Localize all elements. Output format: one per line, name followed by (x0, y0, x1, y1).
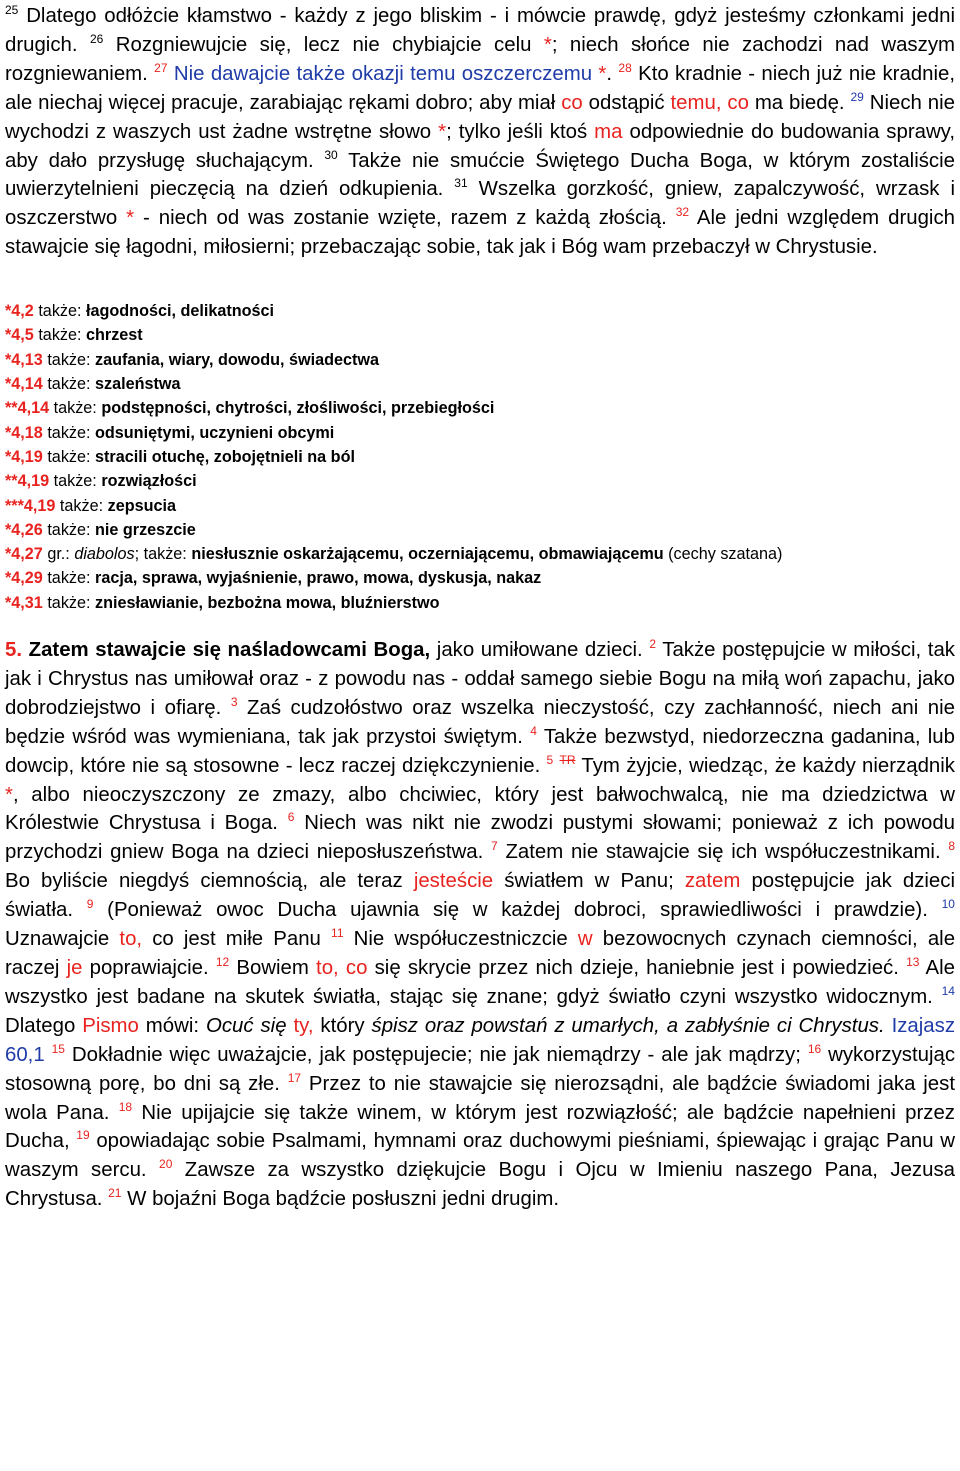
footnote (5, 518, 955, 542)
footnote-prefix: także: (38, 326, 82, 345)
footnote-prefix: także: (47, 593, 91, 612)
verse-number: 26 (89, 31, 104, 46)
verse-number: 9 (86, 897, 94, 912)
footnote (5, 445, 955, 469)
footnote-text: stracili otuchę, zobojętnieli na ból (95, 447, 355, 466)
added-word: Pismo (82, 1014, 139, 1037)
footnote-prefix: także: (47, 520, 91, 539)
verse-number: 15 (51, 1041, 65, 1056)
footnote-prefix: także: (53, 472, 97, 491)
footnote (5, 323, 955, 347)
verse-number: 10 (941, 897, 955, 912)
verse-text: się skrycie przez nich dzieje, haniebnie jest i powiedzieć. (374, 956, 899, 979)
verse-text: Niech was nikt nie zwodzi pustymi słowami; ponieważ z ich powodu przychodzi gniew Boga na dzieci nieposłuszeństwa. (5, 812, 956, 864)
verse-text: (Ponieważ owoc Ducha ujawnia się w każdej dobroci, sprawiedliwości i prawdzie). (107, 899, 928, 922)
added-word: je (66, 956, 83, 979)
added-word: w (577, 928, 593, 951)
verse-text: Ale jedni względem drugich stawajcie się łagodni, miłosierni; przebaczając sobie, tak jak i Bóg wam przebaczył w Chrystusie. (5, 207, 955, 259)
footnote-prefix: ; także: (134, 545, 187, 564)
verse-text: odpowiednie do budowania sprawy, aby dało przysługę słuchającym. (5, 120, 956, 172)
footnote-text: zepsucia (107, 496, 176, 515)
footnote-ref: *4,27 (5, 545, 43, 564)
quotation: śpisz oraz powstań z umarłych, a zabłyśnie ci Chrystus. (371, 1014, 885, 1037)
chapter-number: 5. (5, 639, 23, 662)
chapter-4-verses-25-32 (5, 0, 955, 262)
footnote (5, 494, 955, 518)
verse-number: 2 (649, 637, 656, 652)
footnote-ref: *4,14 (5, 375, 43, 394)
verse-number: 21 (108, 1186, 122, 1201)
verse-text: Rozgniewujcie się, lecz nie chybiajcie celu (115, 33, 532, 56)
verse-number: 19 (76, 1128, 90, 1143)
footnote-text: rozwiązłości (101, 472, 197, 491)
greek-word: diabolos (74, 545, 135, 564)
added-word: ty, (293, 1014, 314, 1037)
footnote-ref: *4,18 (5, 423, 43, 442)
verse-number: 32 (675, 205, 690, 220)
footnote-ref: *4,13 (5, 350, 43, 369)
footnote-marker: * (438, 120, 447, 143)
verse-text: . (606, 62, 613, 85)
verse-text: Zawsze za wszystko dziękujcie Bogu i Ojcu w Imieniu naszego Pana, Jezusa Chrystusa. (5, 1159, 955, 1211)
verse-text: ; niech słońce nie zachodzi nad waszym rozgniewaniem. (5, 33, 955, 85)
verse-number: 4 (530, 723, 537, 738)
verse-text: Przez to nie stawajcie się nierozsądni, ale bądźcie świadomi jaka jest wola Pana. (5, 1072, 955, 1124)
footnote-text: zniesławianie, bezbożna mowa, bluźnierstwo (95, 593, 440, 612)
verse-number: 5 (546, 752, 554, 767)
footnote-ref: **4,19 (5, 472, 50, 491)
verse-text: ; tylko jeśli ktoś (446, 120, 588, 143)
verse-text: - niech od was zostanie wzięte, razem z każdą złością. (143, 207, 667, 230)
verse-number: 18 (118, 1099, 133, 1114)
verse-text: Bo byliście niegdyś ciemnością, ale teraz (5, 870, 403, 893)
verse-text: ma biedę. (754, 91, 845, 114)
footnote-prefix: także: (47, 569, 91, 588)
verse-number: 29 (850, 89, 864, 104)
verse-text: który (320, 1014, 365, 1037)
footnote-text: nie grzeszcie (95, 520, 196, 539)
footnote-prefix: także: (47, 447, 91, 466)
verse-number: 20 (159, 1157, 173, 1172)
footnote-marker: * (126, 207, 135, 230)
footnote-prefix: gr.: (47, 545, 70, 564)
footnote-ref: *4,2 (5, 302, 34, 321)
verse-number: 14 (941, 983, 955, 998)
verse-text: Dlatego (5, 1014, 76, 1037)
footnote-text: racja, sprawa, wyjaśnienie, prawo, mowa, dyskusja, nakaz (95, 569, 542, 588)
footnote-ref: *4,26 (5, 520, 43, 539)
verse-text: Zaś cudzołóstwo oraz wszelka nieczystość, czy zachłanność, niech ani nie będzie wśród was wymieniana, tak jak przystoi świętym. (5, 696, 955, 748)
added-word: to, co (316, 956, 368, 979)
verse-text: Niech nie wychodzi z waszych ust żadne wstrętne słowo (5, 91, 955, 143)
verse-text: Kto kradnie - niech już nie kradnie, ale niechaj więcej pracuje, zarabiając rękami dobro; aby miał (5, 62, 956, 114)
footnote-prefix: także: (53, 399, 97, 418)
verse-text: , albo nieoczyszczony ze zmazy, albo chciwiec, który jest bałwochwalcą, nie ma dziedzictwa w Królestwie Chrystusa i Boga. (5, 783, 955, 835)
added-word: zatem (684, 870, 741, 893)
verse-text: Także nie smućcie Świętego Ducha Boga, w którym zostaliście uwierzytelnieni pieczęcią na dzień odkupienia. (5, 149, 955, 201)
footnotes (5, 299, 955, 615)
footnote-prefix: także: (47, 423, 91, 442)
footnote-marker: * (543, 33, 552, 56)
verse-number: 7 (491, 839, 498, 854)
footnote (5, 542, 955, 566)
footnote-ref: *4,5 (5, 326, 34, 345)
footnote-text: szaleństwa (95, 375, 181, 394)
verse-text: odstąpić (588, 91, 665, 114)
verse-number: 30 (324, 147, 338, 162)
footnote (5, 591, 955, 615)
verse-number: 8 (948, 839, 956, 854)
verse-text: Uznawajcie (5, 928, 110, 951)
verse-text: Dokładnie więc uważajcie, jak postępujecie; nie jak niemądrzy - ale jak mądrzy; (71, 1043, 801, 1066)
added-word: to, (119, 928, 143, 951)
verse-text: W bojaźni Boga bądźcie posłuszni jedni drugim. (127, 1188, 559, 1211)
textus-receptus-marker: TR (559, 752, 576, 767)
verse-number: 3 (230, 694, 238, 709)
footnote (5, 372, 955, 396)
verse-text: Wszelka gorzkość, gniew, zapalczywość, wrzask i oszczerstwo (5, 178, 955, 230)
cross-reference: Izajasz 60,1 (5, 1014, 956, 1066)
verse-text: Nie dawajcie także okazji temu oszczerczemu (173, 62, 593, 85)
footnote-ref: **4,14 (5, 399, 50, 418)
verse-number: 16 (807, 1041, 822, 1056)
footnote-text: chrzest (86, 326, 143, 345)
footnote-text: niesłusznie oskarżającemu, oczerniającemu, obmawiającemu (191, 545, 664, 564)
footnote-prefix: także: (38, 302, 82, 321)
footnote-ref: *4,29 (5, 569, 43, 588)
chapter-lead: Zatem stawajcie się naśladowcami Boga, (28, 639, 431, 662)
footnote-marker: * (5, 783, 13, 806)
footnote (5, 348, 955, 372)
verse-text: Ale wszystko jest badane na skutek światła, stając się znane; gdyż światło czyni wszystko widocznym. (5, 956, 955, 1008)
footnote (5, 421, 955, 445)
verse-text: światłem w Panu; (504, 870, 674, 893)
footnote (5, 396, 955, 420)
footnote (5, 299, 955, 323)
footnote-text: zaufania, wiary, dowodu, świadectwa (95, 350, 379, 369)
footnote-text: łagodności, delikatności (86, 302, 275, 321)
footnote (5, 469, 955, 493)
verse-text: Tym żyjcie, wiedząc, że każdy nierządnik (581, 754, 955, 777)
verse-text: Zatem nie stawajcie się ich współuczestnikami. (505, 841, 941, 864)
verse-number: 25 (5, 3, 19, 17)
verse-text: opowiadając sobie Psalmami, hymnami oraz duchowymi pieśniami, śpiewając i grając Panu w waszym sercu. (5, 1130, 955, 1182)
verse-number: 6 (287, 810, 295, 825)
added-word: co (561, 91, 583, 114)
footnote-prefix: także: (47, 375, 91, 394)
footnote-text: odsuniętymi, uczynieni obcymi (95, 423, 335, 442)
verse-number: 17 (287, 1070, 302, 1085)
footnote-marker: * (598, 62, 607, 85)
added-word: jesteście (413, 870, 494, 893)
verse-text: mówi: (145, 1014, 200, 1037)
verse-number: 27 (154, 60, 168, 75)
footnote-ref: *4,31 (5, 593, 43, 612)
footnote (5, 566, 955, 590)
added-word: temu, co (670, 91, 749, 114)
verse-text: wykorzystując stosowną porę, bo dni są złe. (5, 1043, 956, 1095)
footnote-prefix: także: (47, 350, 91, 369)
verse-number: 12 (215, 954, 230, 969)
footnote-prefix: także: (59, 496, 104, 515)
footnote-text: podstępności, chytrości, złośliwości, przebiegłości (101, 399, 495, 418)
verse-number: 13 (906, 954, 920, 969)
quotation: Ocuć się (205, 1014, 287, 1037)
footnote-ref: ***4,19 (5, 496, 56, 515)
verse-text: Także bezwstyd, niedorzeczna gadanina, lub dowcip, które nie są stosowne - lecz raczej dziękczynienie. (5, 725, 955, 777)
verse-text: Także postępujcie w miłości, tak jak i Chrystus nas umiłował oraz - z powodu nas - oddał samego siebie Bogu na miłą woń zapachu, jako dobrodziejstwo i ofiarę. (5, 639, 956, 719)
verse-number: 11 (331, 926, 344, 941)
verse-text: Dlatego odłóżcie kłamstwo - każdy z jego bliskim - i mówcie prawdę, gdyż jesteśmy członkami jedni drugich. (5, 5, 955, 56)
verse-text: bezowocnych czynach ciemności, ale raczej (5, 928, 956, 979)
verse-number: 28 (618, 60, 632, 75)
verse-text: postępujcie jak dzieci światła. (5, 870, 955, 922)
verse-text: Bowiem (236, 956, 309, 979)
verse-text: jako umiłowane dzieci. (436, 639, 643, 662)
verse-text: co jest miłe Panu (152, 928, 321, 951)
chapter-5 (5, 636, 955, 1214)
verse-text: Nie upijajcie się także winem, w którym jest rozwiązłość; ale bądźcie napełnieni przez Ducha, (5, 1101, 955, 1153)
footnote-comment: (cechy szatana) (668, 545, 783, 564)
footnote-ref: *4,19 (5, 447, 43, 466)
verse-text: Nie współuczestniczcie (353, 928, 568, 951)
verse-number: 31 (454, 176, 468, 191)
added-word: ma (594, 120, 623, 143)
verse-text: poprawiajcie. (89, 956, 209, 979)
